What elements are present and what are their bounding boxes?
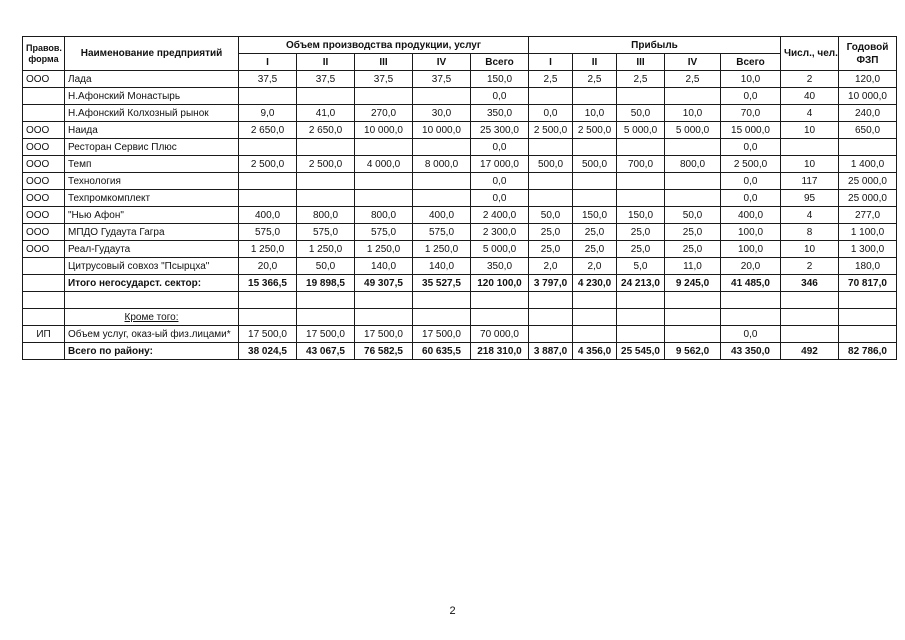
profit-q3-cell: 150,0 — [617, 207, 665, 224]
volume-q1-cell: 400,0 — [239, 207, 297, 224]
individual-volume-q2: 17 500,0 — [297, 326, 355, 343]
volume-q4-cell — [413, 173, 471, 190]
grand-total-profit-q1: 3 887,0 — [529, 343, 573, 360]
header-production-volume: Объем производства продукции, услуг — [239, 37, 529, 54]
individual-form: ИП — [23, 326, 65, 343]
header-profit: Прибыль — [529, 37, 781, 54]
legal-form-cell: ООО — [23, 190, 65, 207]
profit-total-cell: 70,0 — [721, 105, 781, 122]
subtotal-volume-q1: 15 366,5 — [239, 275, 297, 292]
volume-q1-cell — [239, 139, 297, 156]
volume-total-cell: 0,0 — [471, 190, 529, 207]
enterprise-name-cell: МПДО Гудаута Гагра — [65, 224, 239, 241]
individual-volume-total: 70 000,0 — [471, 326, 529, 343]
subtotal-staff: 346 — [781, 275, 839, 292]
volume-q4-header: IV — [413, 54, 471, 71]
profit-total-cell: 0,0 — [721, 190, 781, 207]
profit-q2-cell — [573, 173, 617, 190]
profit-total-cell: 15 000,0 — [721, 122, 781, 139]
blank-row — [23, 292, 897, 309]
annual-payroll-cell: 1 100,0 — [839, 224, 897, 241]
enterprise-name-cell: Лада — [65, 71, 239, 88]
volume-q4-cell — [413, 88, 471, 105]
individual-volume-q1: 17 500,0 — [239, 326, 297, 343]
profit-q1-cell: 0,0 — [529, 105, 573, 122]
profit-total-cell: 0,0 — [721, 88, 781, 105]
profit-q2-cell: 10,0 — [573, 105, 617, 122]
staff-count-cell: 95 — [781, 190, 839, 207]
profit-q4-cell: 50,0 — [665, 207, 721, 224]
enterprise-name-cell: Темп — [65, 156, 239, 173]
legal-form-cell: ООО — [23, 139, 65, 156]
volume-q4-cell: 8 000,0 — [413, 156, 471, 173]
profit-total-cell: 20,0 — [721, 258, 781, 275]
volume-q3-cell: 270,0 — [355, 105, 413, 122]
legal-form-cell: ООО — [23, 156, 65, 173]
profit-total-cell: 400,0 — [721, 207, 781, 224]
individual-profit-total: 0,0 — [721, 326, 781, 343]
volume-q3-cell — [355, 139, 413, 156]
volume-q2-cell: 2 500,0 — [297, 156, 355, 173]
grand-total-volume-q3: 76 582,5 — [355, 343, 413, 360]
profit-q1-cell — [529, 190, 573, 207]
subtotal-form-cell — [23, 275, 65, 292]
enterprise-name-cell: Н.Афонский Колхозный рынок — [65, 105, 239, 122]
profit-q3-cell: 25,0 — [617, 224, 665, 241]
volume-total-cell: 350,0 — [471, 258, 529, 275]
grand-total-volume-total: 218 310,0 — [471, 343, 529, 360]
profit-q4-cell — [665, 88, 721, 105]
profit-q2-cell: 2 500,0 — [573, 122, 617, 139]
volume-q3-cell — [355, 88, 413, 105]
volume-total-cell: 17 000,0 — [471, 156, 529, 173]
individual-profit-q4 — [665, 326, 721, 343]
staff-count-cell: 2 — [781, 71, 839, 88]
summary-rows — [23, 275, 897, 360]
legal-form-cell: ООО — [23, 173, 65, 190]
enterprise-name-cell: Наида — [65, 122, 239, 139]
volume-q2-cell: 50,0 — [297, 258, 355, 275]
profit-q1-cell: 2,5 — [529, 71, 573, 88]
profit-q3-cell: 5 000,0 — [617, 122, 665, 139]
enterprise-name-cell: Техпромкомплект — [65, 190, 239, 207]
volume-q2-cell: 575,0 — [297, 224, 355, 241]
volume-q1-cell — [239, 190, 297, 207]
profit-total-header: Всего — [721, 54, 781, 71]
profit-q4-cell: 25,0 — [665, 224, 721, 241]
volume-q3-cell: 10 000,0 — [355, 122, 413, 139]
volume-q3-header: III — [355, 54, 413, 71]
volume-q4-cell: 575,0 — [413, 224, 471, 241]
volume-total-header: Всего — [471, 54, 529, 71]
volume-q3-cell — [355, 190, 413, 207]
profit-q3-header: III — [617, 54, 665, 71]
staff-count-cell: 2 — [781, 258, 839, 275]
grand-total-volume-q2: 43 067,5 — [297, 343, 355, 360]
grand-total-volume-q1: 38 024,5 — [239, 343, 297, 360]
volume-q3-cell: 1 250,0 — [355, 241, 413, 258]
profit-q2-cell — [573, 190, 617, 207]
staff-count-cell: 10 — [781, 241, 839, 258]
annual-payroll-cell: 650,0 — [839, 122, 897, 139]
profit-q1-cell: 50,0 — [529, 207, 573, 224]
individual-profit-q3 — [617, 326, 665, 343]
annual-payroll-cell: 25 000,0 — [839, 190, 897, 207]
individual-profit-q2 — [573, 326, 617, 343]
annual-payroll-cell: 120,0 — [839, 71, 897, 88]
subtotal-profit-q2: 4 230,0 — [573, 275, 617, 292]
subtotal-label: Итого негосударст. сектор: — [65, 275, 239, 292]
staff-count-cell: 4 — [781, 207, 839, 224]
profit-q2-cell: 2,0 — [573, 258, 617, 275]
individual-volume-q3: 17 500,0 — [355, 326, 413, 343]
volume-q2-cell: 41,0 — [297, 105, 355, 122]
subtotal-profit-q4: 9 245,0 — [665, 275, 721, 292]
volume-total-cell: 0,0 — [471, 88, 529, 105]
profit-q4-cell: 800,0 — [665, 156, 721, 173]
volume-total-cell: 0,0 — [471, 173, 529, 190]
volume-q2-cell: 37,5 — [297, 71, 355, 88]
profit-q4-cell — [665, 190, 721, 207]
enterprise-row — [23, 173, 897, 190]
volume-q1-cell: 2 650,0 — [239, 122, 297, 139]
enterprise-row — [23, 88, 897, 105]
volume-q2-cell: 2 650,0 — [297, 122, 355, 139]
subtotal-profit-q1: 3 797,0 — [529, 275, 573, 292]
enterprise-name-cell: Ресторан Сервис Плюс — [65, 139, 239, 156]
legal-form-cell: ООО — [23, 241, 65, 258]
enterprise-row — [23, 258, 897, 275]
volume-q2-cell — [297, 88, 355, 105]
grand-total-volume-q4: 60 635,5 — [413, 343, 471, 360]
volume-q3-cell: 575,0 — [355, 224, 413, 241]
subtotal-profit-total: 41 485,0 — [721, 275, 781, 292]
enterprise-row — [23, 71, 897, 88]
staff-count-cell: 40 — [781, 88, 839, 105]
profit-q1-header: I — [529, 54, 573, 71]
enterprise-row — [23, 122, 897, 139]
volume-total-cell: 350,0 — [471, 105, 529, 122]
subtotal-volume-total: 120 100,0 — [471, 275, 529, 292]
grand-total-profit-q2: 4 356,0 — [573, 343, 617, 360]
individual-name: Объем услуг, оказ-ый физ.лицами* — [65, 326, 239, 343]
profit-q2-cell: 2,5 — [573, 71, 617, 88]
legal-form-cell: ООО — [23, 71, 65, 88]
profit-q1-cell: 25,0 — [529, 224, 573, 241]
volume-q3-cell — [355, 173, 413, 190]
profit-q3-cell — [617, 139, 665, 156]
volume-q3-cell: 800,0 — [355, 207, 413, 224]
staff-count-cell: 117 — [781, 173, 839, 190]
annual-payroll-cell: 1 400,0 — [839, 156, 897, 173]
enterprise-row — [23, 207, 897, 224]
enterprise-row — [23, 105, 897, 122]
volume-q1-cell: 20,0 — [239, 258, 297, 275]
volume-total-cell: 25 300,0 — [471, 122, 529, 139]
grand-total-profit-q4: 9 562,0 — [665, 343, 721, 360]
annual-payroll-cell: 1 300,0 — [839, 241, 897, 258]
profit-total-cell: 0,0 — [721, 139, 781, 156]
volume-total-cell: 2 300,0 — [471, 224, 529, 241]
volume-q4-cell: 37,5 — [413, 71, 471, 88]
individual-staff — [781, 326, 839, 343]
profit-q2-header: II — [573, 54, 617, 71]
volume-total-cell: 2 400,0 — [471, 207, 529, 224]
annual-payroll-cell: 240,0 — [839, 105, 897, 122]
grand-total-profit-total: 43 350,0 — [721, 343, 781, 360]
page-number: 2 — [449, 605, 456, 617]
subtotal-fund: 70 817,0 — [839, 275, 897, 292]
annual-payroll-cell: 10 000,0 — [839, 88, 897, 105]
volume-total-cell: 0,0 — [471, 139, 529, 156]
profit-q1-cell: 25,0 — [529, 241, 573, 258]
profit-q2-cell: 500,0 — [573, 156, 617, 173]
staff-count-cell: 4 — [781, 105, 839, 122]
header-enterprise-name: Наименование предприятий — [65, 37, 239, 71]
profit-q3-cell: 50,0 — [617, 105, 665, 122]
profit-q3-cell: 700,0 — [617, 156, 665, 173]
volume-q4-cell — [413, 190, 471, 207]
legal-form-cell: ООО — [23, 207, 65, 224]
profit-total-cell: 100,0 — [721, 224, 781, 241]
legal-form-cell — [23, 258, 65, 275]
volume-q2-cell — [297, 139, 355, 156]
staff-count-cell: 10 — [781, 122, 839, 139]
volume-total-cell: 5 000,0 — [471, 241, 529, 258]
grand-total-staff: 492 — [781, 343, 839, 360]
profit-q3-cell — [617, 173, 665, 190]
profit-total-cell: 10,0 — [721, 71, 781, 88]
profit-total-cell: 100,0 — [721, 241, 781, 258]
profit-q4-header: IV — [665, 54, 721, 71]
profit-q3-cell: 2,5 — [617, 71, 665, 88]
profit-q4-cell — [665, 139, 721, 156]
enterprise-name-cell: "Нью Афон" — [65, 207, 239, 224]
profit-q4-cell: 10,0 — [665, 105, 721, 122]
subtotal-volume-q2: 19 898,5 — [297, 275, 355, 292]
volume-q2-cell — [297, 190, 355, 207]
volume-q1-cell: 9,0 — [239, 105, 297, 122]
profit-q4-cell: 2,5 — [665, 71, 721, 88]
legal-form-cell: ООО — [23, 224, 65, 241]
enterprise-row — [23, 241, 897, 258]
volume-q1-header: I — [239, 54, 297, 71]
profit-q2-cell — [573, 139, 617, 156]
volume-q1-cell: 1 250,0 — [239, 241, 297, 258]
profit-q1-cell: 500,0 — [529, 156, 573, 173]
volume-q1-cell: 37,5 — [239, 71, 297, 88]
volume-q3-cell: 4 000,0 — [355, 156, 413, 173]
profit-q1-cell: 2 500,0 — [529, 122, 573, 139]
profit-q2-cell — [573, 88, 617, 105]
volume-q2-header: II — [297, 54, 355, 71]
staff-count-cell: 8 — [781, 224, 839, 241]
subtotal-volume-q4: 35 527,5 — [413, 275, 471, 292]
profit-q3-cell: 5,0 — [617, 258, 665, 275]
enterprise-rows — [23, 71, 897, 275]
enterprise-row — [23, 224, 897, 241]
volume-q2-cell: 800,0 — [297, 207, 355, 224]
profit-q2-cell: 25,0 — [573, 241, 617, 258]
staff-count-cell: 10 — [781, 156, 839, 173]
volume-q3-cell: 37,5 — [355, 71, 413, 88]
volume-q1-cell — [239, 173, 297, 190]
profit-total-cell: 2 500,0 — [721, 156, 781, 173]
volume-q4-cell: 30,0 — [413, 105, 471, 122]
volume-total-cell: 150,0 — [471, 71, 529, 88]
volume-q2-cell: 1 250,0 — [297, 241, 355, 258]
individual-profit-q1 — [529, 326, 573, 343]
header-row — [23, 37, 897, 54]
subtotal-profit-q3: 24 213,0 — [617, 275, 665, 292]
grand-total-fund: 82 786,0 — [839, 343, 897, 360]
annual-payroll-cell — [839, 139, 897, 156]
profit-q4-cell: 5 000,0 — [665, 122, 721, 139]
individual-services-row — [23, 326, 897, 343]
subtotal-row — [23, 275, 897, 292]
profit-total-cell: 0,0 — [721, 173, 781, 190]
volume-q4-cell: 400,0 — [413, 207, 471, 224]
profit-q1-cell — [529, 173, 573, 190]
enterprise-name-cell: Н.Афонский Монастырь — [65, 88, 239, 105]
annual-payroll-cell: 277,0 — [839, 207, 897, 224]
volume-q4-cell: 140,0 — [413, 258, 471, 275]
volume-q4-cell: 1 250,0 — [413, 241, 471, 258]
legal-form-cell — [23, 88, 65, 105]
besides-row — [23, 309, 897, 326]
legal-form-cell — [23, 105, 65, 122]
production-report-table — [22, 36, 897, 360]
enterprise-name-cell: Технология — [65, 173, 239, 190]
grand-total-form-cell — [23, 343, 65, 360]
header-staff-count: Числ., чел. — [781, 37, 839, 71]
besides-label: Кроме того: — [65, 309, 239, 326]
grand-total-profit-q3: 25 545,0 — [617, 343, 665, 360]
volume-q1-cell — [239, 88, 297, 105]
subtotal-volume-q3: 49 307,5 — [355, 275, 413, 292]
grand-total-row — [23, 343, 897, 360]
header-legal-form: Правов. форма — [23, 37, 65, 71]
profit-q3-cell — [617, 190, 665, 207]
profit-q4-cell: 25,0 — [665, 241, 721, 258]
enterprise-row — [23, 156, 897, 173]
volume-q1-cell: 2 500,0 — [239, 156, 297, 173]
profit-q1-cell: 2,0 — [529, 258, 573, 275]
staff-count-cell — [781, 139, 839, 156]
enterprise-row — [23, 190, 897, 207]
volume-q3-cell: 140,0 — [355, 258, 413, 275]
profit-q4-cell: 11,0 — [665, 258, 721, 275]
volume-q2-cell — [297, 173, 355, 190]
profit-q3-cell — [617, 88, 665, 105]
enterprise-name-cell: Цитрусовый совхоз "Псырцха" — [65, 258, 239, 275]
enterprise-name-cell: Реал-Гудаута — [65, 241, 239, 258]
volume-q1-cell: 575,0 — [239, 224, 297, 241]
profit-q3-cell: 25,0 — [617, 241, 665, 258]
header-annual-payroll: Годовой ФЗП — [839, 37, 897, 71]
volume-q4-cell — [413, 139, 471, 156]
annual-payroll-cell: 25 000,0 — [839, 173, 897, 190]
individual-volume-q4: 17 500,0 — [413, 326, 471, 343]
grand-total-label: Всего по району: — [65, 343, 239, 360]
enterprise-row — [23, 139, 897, 156]
profit-q1-cell — [529, 139, 573, 156]
profit-q2-cell: 150,0 — [573, 207, 617, 224]
profit-q1-cell — [529, 88, 573, 105]
annual-payroll-cell: 180,0 — [839, 258, 897, 275]
profit-q4-cell — [665, 173, 721, 190]
individual-fund — [839, 326, 897, 343]
profit-q2-cell: 25,0 — [573, 224, 617, 241]
legal-form-cell: ООО — [23, 122, 65, 139]
volume-q4-cell: 10 000,0 — [413, 122, 471, 139]
